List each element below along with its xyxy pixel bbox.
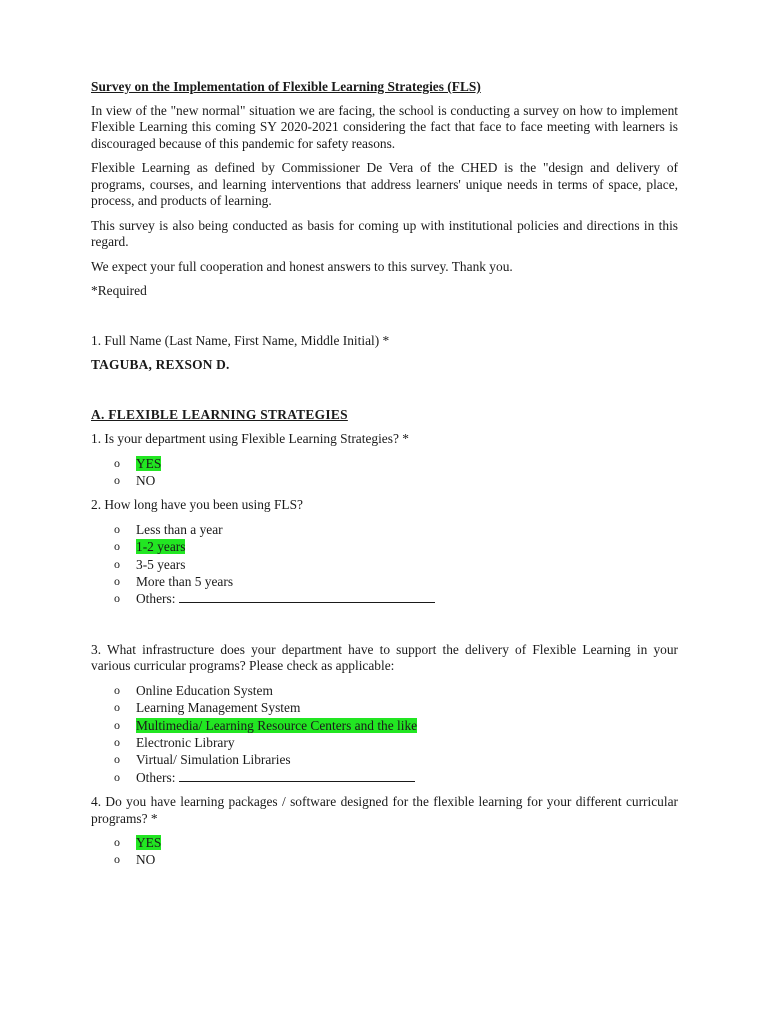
question-4: 4. Do you have learning packages / software designed for the flexible learning for your different curricular programs? * (91, 794, 678, 826)
thanks-paragraph: We expect your full cooperation and honest answers to this survey. Thank you. (91, 258, 513, 274)
bullet-icon: o (114, 521, 120, 536)
document-title: Survey on the Implementation of Flexible Learning Strategies (FLS) (91, 79, 481, 94)
section-heading-a: A. FLEXIBLE LEARNING STRATEGIES (91, 406, 348, 422)
option-label: YES (136, 835, 162, 851)
purpose-paragraph: This survey is also being conducted as basis for coming up with institutional policies and directions in this regard. (91, 217, 678, 249)
option-item[interactable] (114, 573, 678, 590)
option-label: Electronic Library (136, 734, 235, 750)
option-label: NO (136, 472, 156, 488)
bullet-icon: o (114, 752, 120, 767)
others-blank-line[interactable] (179, 769, 415, 782)
bullet-icon: o (114, 591, 120, 606)
option-item[interactable] (114, 734, 678, 751)
option-label: More than 5 years (136, 573, 234, 589)
definition-paragraph: Flexible Learning as defined by Commissioner De Vera of the CHED is the "design and delivery of programs, courses, and learning interventions that address learners' unique needs in terms of space, place, process, and products of learning. (91, 160, 678, 208)
question-4-options (91, 834, 678, 869)
bullet-icon: o (114, 700, 120, 715)
option-item[interactable] (114, 717, 678, 734)
bullet-icon: o (114, 556, 120, 571)
bullet-icon: o (114, 734, 120, 749)
document-page (91, 79, 678, 869)
option-item[interactable] (114, 521, 678, 538)
option-label: Virtual/ Simulation Libraries (136, 752, 291, 768)
option-item[interactable] (114, 851, 678, 868)
option-item[interactable] (114, 769, 678, 786)
question-2: 2. How long have you been using FLS? (91, 497, 303, 513)
bullet-icon: o (114, 835, 120, 850)
bullet-icon: o (114, 573, 120, 588)
bullet-icon: o (114, 717, 120, 732)
option-label: Learning Management System (136, 700, 301, 716)
required-note: *Required (91, 283, 147, 298)
option-label: NO (136, 852, 156, 868)
question-2-options (91, 521, 678, 608)
option-item[interactable] (114, 472, 678, 489)
option-label: Others: (136, 591, 176, 607)
option-item[interactable] (114, 538, 678, 555)
option-item[interactable] (114, 751, 678, 768)
question-1: 1. Is your department using Flexible Learning Strategies? * (91, 431, 409, 446)
bullet-icon: o (114, 852, 120, 867)
bullet-icon: o (114, 769, 120, 784)
option-item[interactable] (114, 699, 678, 716)
name-answer: TAGUBA, REXSON D. (91, 357, 230, 372)
option-label: 1-2 years (136, 539, 186, 555)
option-label: 3-5 years (136, 556, 186, 572)
others-blank-line[interactable] (179, 590, 435, 603)
name-question: 1. Full Name (Last Name, First Name, Middle Initial) * (91, 332, 390, 348)
option-label: Multimedia/ Learning Resource Centers and the like (136, 717, 418, 733)
option-label: Online Education System (136, 682, 273, 698)
bullet-icon: o (114, 455, 120, 470)
bullet-icon: o (114, 472, 120, 487)
option-label: Less than a year (136, 521, 223, 537)
option-item[interactable] (114, 590, 678, 607)
bullet-icon: o (114, 682, 120, 697)
option-label: Others: (136, 769, 176, 785)
bullet-icon: o (114, 539, 120, 554)
option-item[interactable] (114, 455, 678, 472)
intro-paragraph: In view of the "new normal" situation we are facing, the school is conducting a survey on how to implement Flexible Learning this coming SY 2020-2021 considering the fact that face to face meeting with learners is discouraged because of this pandemic for safety reasons. (91, 102, 678, 151)
option-item[interactable] (114, 682, 678, 699)
option-item[interactable] (114, 556, 678, 573)
option-item[interactable] (114, 834, 678, 851)
question-1-options (91, 455, 678, 490)
question-3-options (91, 682, 678, 786)
question-3: 3. What infrastructure does your department have to support the delivery of Flexible Learning in your various curricular programs? Please check as applicable: (91, 641, 678, 674)
option-label: YES (136, 455, 162, 471)
